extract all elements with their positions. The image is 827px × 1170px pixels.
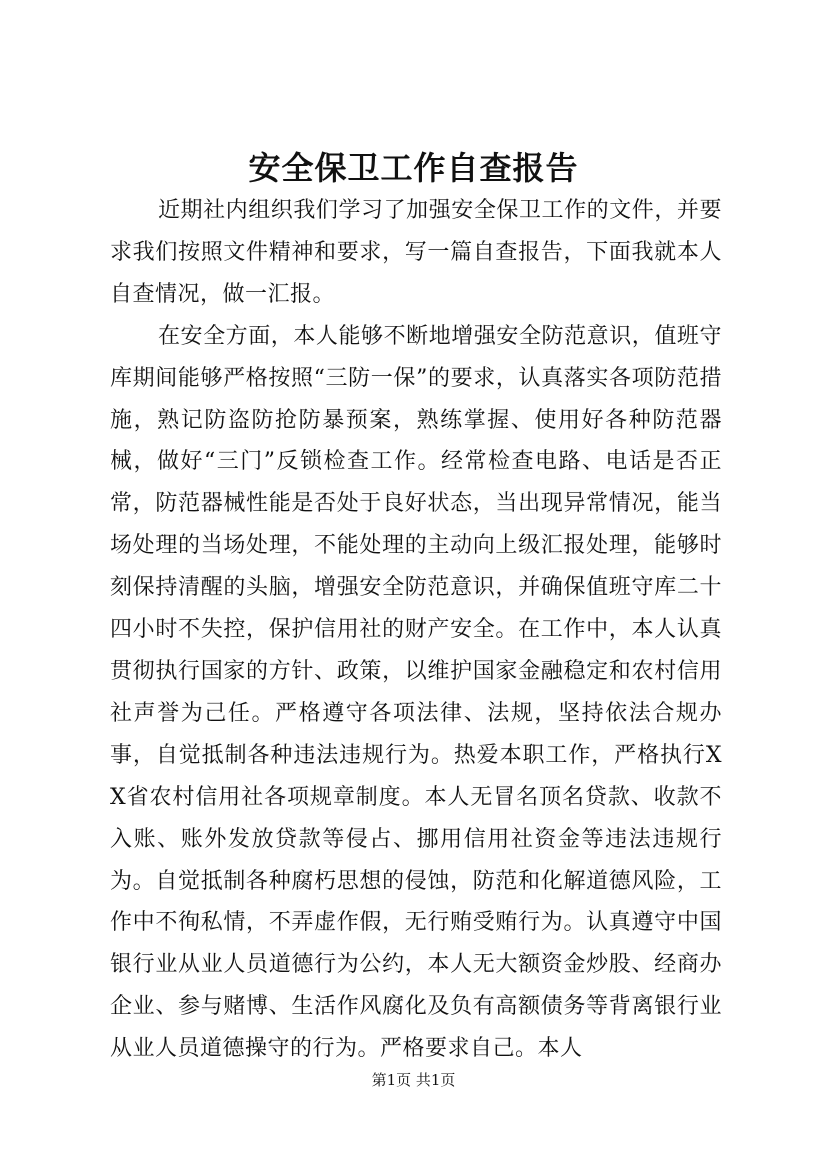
paragraph-intro: 近期社内组织我们学习了加强安全保卫工作的文件，并要求我们按照文件精神和要求，写一篇自查报告，下面我就本人自查情况，做一汇报。 [110, 198, 722, 307]
page-title: 安全保卫工作自查报告 [248, 149, 579, 187]
paragraph-security: 在安全方面，本人能够不断地增强安全防范意识，值班守库期间能够严格按照“三防一保”的要求，认真落实各项防范措施，熟记防盗防抢防暴预案，熟练掌握、使用好各种防范器械，做好“三门”反锁检查工作。经常检查电路、电话是否正常，防范器械性能是否处于良好状态，当出现异常情况，能当场处理的当场处理，不能处理的主动向上级汇报处理，能够时刻保持清醒的头脑，增强安全防范意识，并确保值班守库二十四小时不失控，保护信用社的财产安全。在工作中，本人认真贯彻执行国家的方针、政策，以维护国家金融稳定和农村信用社声誉为己任。严格遵守各项法律、法规，坚持依法合规办事，自觉抵制各种违法违规行为。热爱本职工作，严格执行XX省农村信用社各项规章制度。本人无冒名顶名贷款、收款不入账、账外发放贷款等侵占、挪用信用社资金等违法违规行为。自觉抵制各种腐朽思想的侵蚀，防范和化解道德风险，工作中不徇私情，不弄虚作假，无行贿受贿行为。认真遵守中国银行业从业人员道德行为公约，本人无大额资金炒股、经商办企业、参与赌博、生活作风腐化及负有高额债务等背离银行业从业人员道德操守的行为。严格要求自己。本人 [110, 323, 722, 1062]
page-footer: 第1页 共1页 [371, 1071, 456, 1089]
document-body [110, 190, 722, 1070]
